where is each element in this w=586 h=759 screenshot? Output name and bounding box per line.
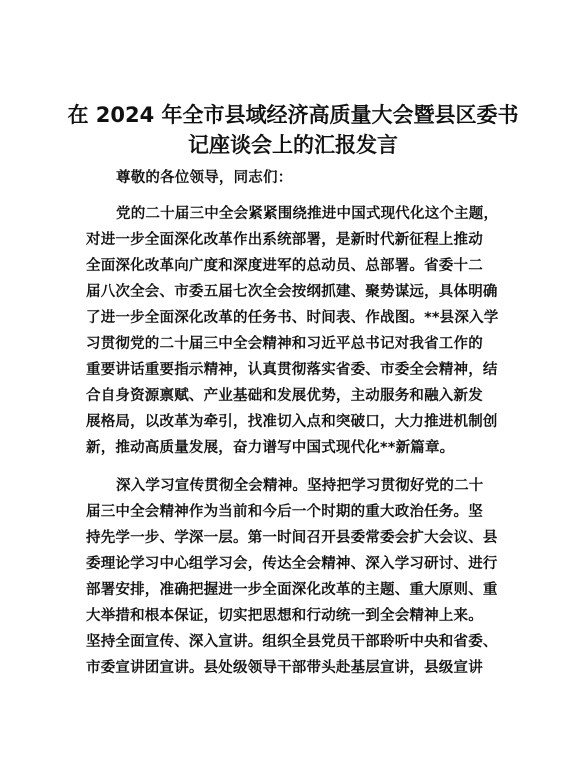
- paragraph-1-line: 全面深化改革向广度和深度进军的总动员、总部署。省委十二: [86, 258, 483, 274]
- paragraph-2-line: 市委宣讲团宣讲。县处级领导干部带头赴基层宣讲，县级宣讲: [86, 660, 483, 676]
- paragraph-2-line: 届三中全会精神作为当前和今后一个时期的重大政治任务。坚: [86, 504, 483, 520]
- paragraph-1-line: 重要讲话重要指示精神，认真贯彻落实省委、市委全会精神，结: [86, 362, 498, 378]
- paragraph-1-line: 了进一步全面深化改革的任务书、时间表、作战图。**县深入学: [86, 310, 499, 326]
- paragraph-1-line: 党的二十届三中全会紧紧围绕推进中国式现代化这个主题，: [116, 206, 499, 222]
- paragraph-2-line: 委理论学习中心组学习会，传达全会精神、深入学习研讨、进行: [86, 556, 498, 572]
- paragraph-2-line: 大举措和根本保证，切实把思想和行动统一到全会精神上来。: [86, 608, 483, 624]
- document-title-line-2: 记座谈会上的汇报发言: [188, 133, 398, 157]
- paragraph-2-line: 持先学一步、学深一层。第一时间召开县委常委会扩大会议、县: [86, 530, 498, 546]
- paragraph-1-line: 新，推动高质量发展，奋力谱写中国式现代化**新篇章。: [86, 440, 455, 456]
- paragraph-1-line: 届八次全会、市委五届七次全会按纲抓建、聚势谋远，具体明确: [86, 284, 498, 300]
- paragraph-1-line: 合自身资源禀赋、产业基础和发展优势，主动服务和融入新发: [86, 388, 483, 404]
- paragraph-1-line: 习贯彻党的二十届三中全会精神和习近平总书记对我省工作的: [86, 336, 483, 352]
- paragraph-2-line: 深入学习宣传贯彻全会精神。坚持把学习贯彻好党的二十: [116, 478, 484, 494]
- paragraph-2-line: 坚持全面宣传、深入宣讲。组织全县党员干部聆听中央和省委、: [86, 634, 498, 650]
- paragraph-2-line: 部署安排，准确把握进一步全面深化改革的主题、重大原则、重: [86, 582, 498, 598]
- document-title-line-1: 在 2024 年全市县域经济高质量大会暨县区委书: [67, 103, 519, 127]
- paragraph-1-line: 对进一步全面深化改革作出系统部署，是新时代新征程上推动: [86, 232, 483, 248]
- salutation: 尊敬的各位领导，同志们：: [116, 170, 293, 186]
- paragraph-1-line: 展格局，以改革为牵引，找准切入点和突破口，大力推进机制创: [86, 414, 498, 430]
